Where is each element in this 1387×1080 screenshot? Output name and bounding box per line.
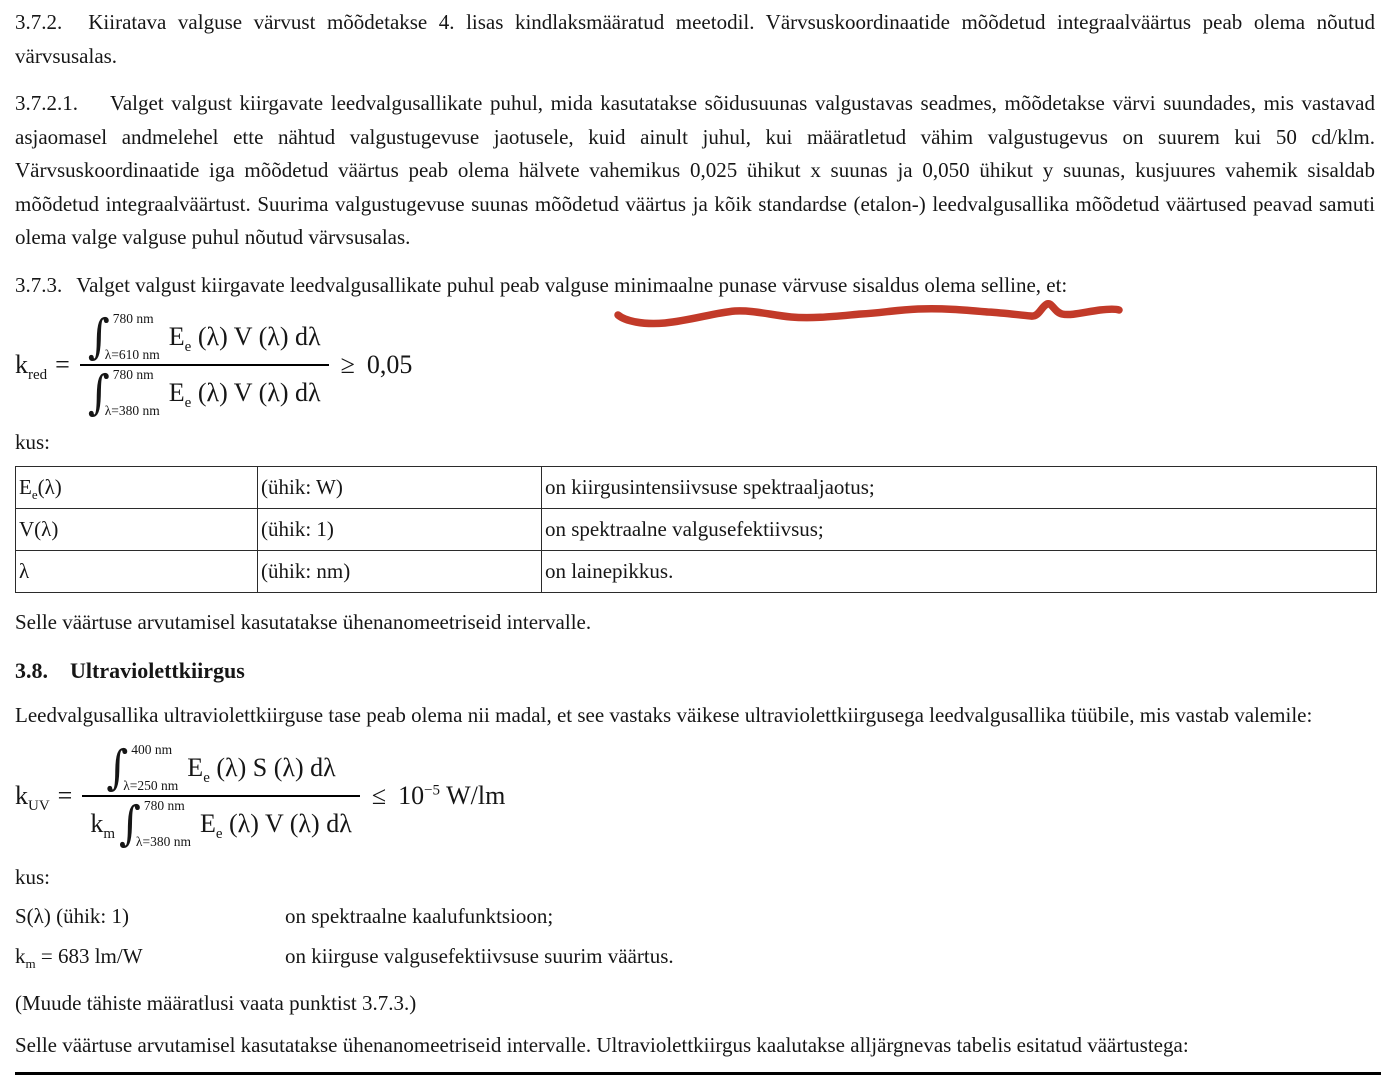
paragraph-3-7-2-1 [15, 87, 1375, 255]
section-heading-3-8 [15, 656, 1375, 686]
integral-limits: 400 nm λ=250 nm [123, 741, 179, 793]
uv-definition-row [15, 900, 1375, 934]
table-row [16, 466, 1377, 508]
closing-line: Selle väärtuse arvutamisel kasutatakse ühenanomeetriseid intervalle. Ultraviolettkiirgus kaalutakse alljärgnevas tabelis esitatud väärtustega: [15, 1032, 1189, 1057]
integral [88, 311, 160, 363]
uv-definition-row [15, 940, 1375, 974]
integral [106, 739, 179, 795]
formula-kuv [15, 741, 1375, 851]
equals-sign: = [55, 350, 70, 379]
unit-cell: (ühik: W) [258, 466, 542, 508]
note-after-table: Selle väärtuse arvutamisel kasutatakse ühenanomeetriseid intervalle. [15, 609, 592, 634]
integrand: $E_e$ (λ) V (λ) dλ [199, 808, 352, 842]
fraction [82, 741, 359, 851]
formula-kuv-lhs: $k_{UV}$ [15, 780, 50, 814]
formula-kred-rhs: 0,05 [366, 350, 413, 379]
paragraph-text: Valget valgust kiirgavate leedvalgusallikate puhul peab valguse minimaalne punase värvuse sisaldus olema selline, et: [76, 272, 1068, 297]
unit-cell: (ühik: nm) [258, 550, 542, 592]
definition-text: on spektraalne kaalufunktsioon; [285, 904, 554, 928]
next-table-top-rule [15, 1072, 1381, 1075]
fraction [80, 310, 329, 420]
section-number: 3.7.2. [15, 10, 63, 34]
uv-paragraph [15, 699, 1375, 733]
integral-limits: 780 nm λ=380 nm [104, 367, 160, 418]
equals-sign: = [57, 780, 73, 810]
integral-sign: ∫ [106, 739, 129, 795]
integral-sign: ∫ [87, 309, 110, 364]
where-label: kus: [15, 430, 51, 454]
definition-cell: on kiirgusintensiivsuse spektraaljaotus; [542, 466, 1377, 508]
numerator [80, 310, 329, 364]
paragraph-text: Leedvalgusallika ultraviolettkiirguse tase peab olema nii madal, et see vastaks väikese ultraviolettkiirgusega leedvalgusallika tüübile, mis vastab valemile: [15, 703, 1313, 727]
definition-text: on kiirguse valgusefektiivsuse suurim väärtus. [285, 943, 674, 968]
unit-cell: (ühik: 1) [258, 508, 542, 550]
section-title: Ultraviolettkiirgus [70, 658, 245, 683]
relation-sign: ≥ [340, 350, 355, 379]
where-table [15, 466, 1377, 593]
integral-limits: 780 nm λ=380 nm [135, 797, 191, 849]
table-row [16, 550, 1377, 592]
paragraph-text: Kiiratava valguse värvust mõõdetakse 4. lisas kindlaksmääratud meetodil. Värvsuskoordinaatide mõõdetud integraalväärtus peab olema nõutud värvsusalas. [15, 10, 1375, 68]
denominator [82, 797, 359, 851]
formula-kuv-rhs: $10^{-5}$ W/lm [398, 780, 506, 810]
integral-sign: ∫ [87, 365, 110, 420]
integrand: $E_e$ (λ) V (λ) dλ [168, 322, 321, 356]
symbol-cell: $E_e(\lambda)$ [16, 466, 258, 508]
denominator [80, 366, 329, 420]
where-label: kus: [15, 864, 51, 889]
integrand: $E_e$ (λ) S (λ) dλ [187, 752, 336, 786]
integral [119, 795, 191, 851]
paragraph-3-7-3 [15, 269, 1375, 303]
table-row [16, 508, 1377, 550]
formula-kred [15, 310, 1375, 420]
definition-cell: on lainepikkus. [542, 550, 1377, 592]
integrand: $E_e$ (λ) V (λ) dλ [168, 378, 321, 412]
definition-term: $k_m = 683$ lm/W [15, 943, 143, 971]
integral [88, 367, 160, 419]
paragraph-3-7-2 [15, 6, 1375, 73]
symbol-cell: λ [16, 550, 258, 592]
paragraph-text: Valget valgust kiirgavate leedvalgusallikate puhul, mida kasutatakse sõidusuunas valgustavas seadmes, mõõdetakse värvi suundades, mis vastavad asjaomasel andmelehel ette nähtud valgustugevuse jaotusele, kuid ainult juhul, kui määratletud vähim valgustugevus on suurem kui 50 cd/klm. Värvsuskoordinaatide iga mõõdetud väärtus peab olema hälvete vahemikus 0,025 ühikut x suunas ja 0,050 ühikut y suunas, kusjuures vahemik sisaldab mõõdetud integraalväärtust. Suurima valgustugevuse suunas mõõdetud väärtus ja kõik standardse (etalon-) leedvalgusallika mõõdetud väärtused peavad samuti olema valge valguse puhul nõutud värvsusalas. [15, 91, 1375, 249]
symbol-cell: V(λ) [16, 508, 258, 550]
formula-kred-lhs: $k_{red}$ [15, 350, 48, 384]
integral-limits: 780 nm λ=610 nm [104, 311, 160, 362]
integral-sign: ∫ [119, 795, 141, 851]
section-number: 3.8. [15, 658, 48, 683]
numerator [98, 741, 343, 795]
reference-note: (Muude tähiste määratlusi vaata punktist 3.7.3.) [15, 991, 417, 1015]
section-number: 3.7.2.1. [15, 91, 78, 115]
relation-sign: ≤ [371, 780, 387, 810]
section-number: 3.7.3. [15, 272, 63, 297]
km-coefficient: $k_m$ [90, 808, 116, 842]
definition-cell: on spektraalne valgusefektiivsus; [542, 508, 1377, 550]
definition-term: S(λ) (ühik: 1) [15, 904, 130, 928]
